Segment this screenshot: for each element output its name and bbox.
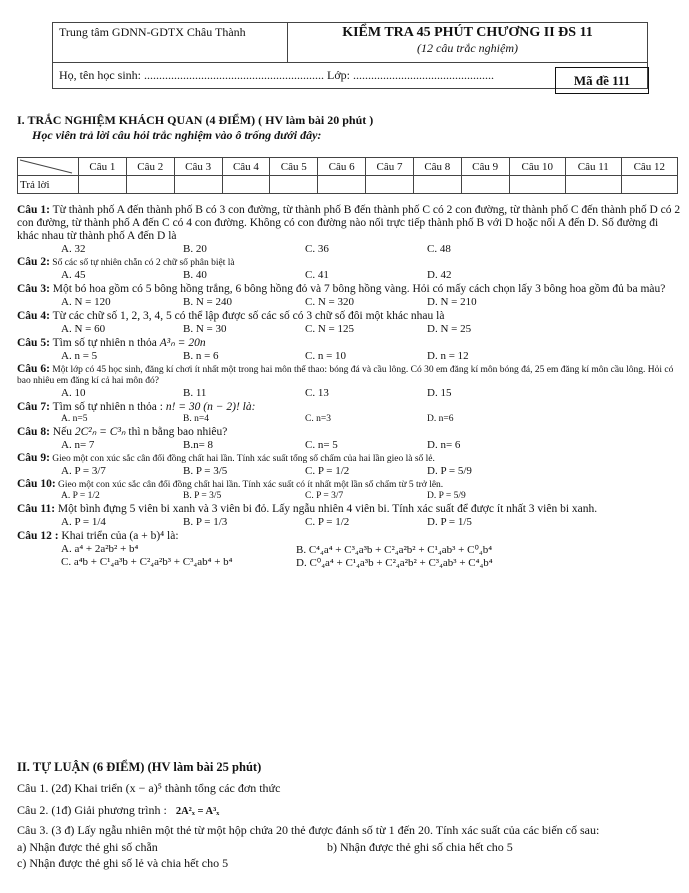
question-label: Câu 8:	[17, 426, 50, 438]
essay-q1: Câu 1. (2đ) Khai triển (x − a)⁵ thành tổng các đơn thức	[17, 781, 281, 795]
answer-cell[interactable]	[79, 176, 127, 194]
answer-cell[interactable]	[565, 176, 621, 194]
essay-q2: Câu 2. (1đ) Giải phương trình :	[17, 803, 167, 817]
student-name-field[interactable]: Họ, tên học sinh: ............................................................	[59, 68, 324, 82]
answer-option[interactable]: B. C⁴₄a⁴ + C³₄a³b + C²₄a²b² + C¹₄ab³ + C⁰₄b⁴	[296, 544, 493, 556]
answer-grid	[17, 157, 678, 194]
question-text: Tìm số tự nhiên n thỏa :	[52, 401, 163, 413]
essay-q3b: b) Nhận được thẻ ghi số chia hết cho 5	[327, 840, 513, 854]
answer-cell[interactable]	[270, 176, 318, 194]
answer-cell[interactable]	[126, 176, 174, 194]
question	[17, 364, 682, 399]
question-formula: A³ₙ = 20n	[159, 337, 206, 349]
answer-option[interactable]: B. P = 3/5	[183, 465, 228, 477]
options-row	[17, 439, 682, 451]
answer-option[interactable]: D. P = 5/9	[427, 491, 466, 501]
answer-option[interactable]: D. P = 1/5	[427, 516, 472, 528]
answer-option[interactable]: C. n = 10	[305, 350, 347, 362]
answer-option[interactable]: A. n=5	[61, 414, 88, 424]
question-label: Câu 5:	[17, 337, 50, 349]
question-text: Khai triển của (a + b)⁴ là:	[61, 530, 179, 542]
answer-cell[interactable]	[222, 176, 270, 194]
answer-option[interactable]: D. N = 210	[427, 296, 477, 308]
question-label: Câu 4:	[17, 310, 50, 322]
question-label: Câu 11:	[17, 503, 56, 515]
grid-col-header: Câu 1	[79, 158, 127, 176]
answer-option[interactable]: A. N = 60	[61, 323, 106, 335]
answer-option[interactable]: A. P = 1/4	[61, 516, 106, 528]
question	[17, 401, 682, 424]
grid-col-header: Câu 2	[126, 158, 174, 176]
answer-option[interactable]: C. 36	[305, 243, 329, 255]
answer-option[interactable]: B.n= 8	[183, 439, 214, 451]
question-label: Câu 12 :	[17, 530, 59, 542]
answer-option[interactable]: D. C⁰₄a⁴ + C¹₄a³b + C²₄a²b² + C³₄ab³ + C⁴₄b⁴	[296, 557, 493, 569]
answer-option[interactable]: B. n = 6	[183, 350, 219, 362]
answer-option[interactable]: C. n=3	[305, 414, 331, 424]
options-row	[17, 323, 682, 335]
answer-cell[interactable]	[509, 176, 565, 194]
answer-option[interactable]: B. n=4	[183, 414, 209, 424]
question-text: Gieo một con xúc sắc cân đối đồng chất hai lần. Tính xác suất tổng số chấm của hai lần gieo là số lẻ.	[52, 454, 435, 464]
options-row	[17, 243, 682, 255]
question	[17, 479, 682, 501]
question-text-tail: thì n bằng bao nhiêu?	[128, 426, 228, 438]
exam-subtitle: (12 câu trắc nghiệm)	[417, 41, 518, 55]
question-text: Số các số tự nhiên chẵn có 2 chữ số phân biệt là	[52, 258, 235, 268]
essay-q3a: a) Nhận được thẻ ghi số chẵn	[17, 840, 158, 854]
answer-option[interactable]: C. 13	[305, 387, 329, 399]
question	[17, 530, 682, 569]
grid-corner	[18, 158, 79, 176]
answer-option[interactable]: B. N = 30	[183, 323, 227, 335]
part1-title: I. TRẮC NGHIỆM KHÁCH QUAN (4 ĐIỂM) ( HV làm bài 20 phút )	[17, 113, 374, 127]
grid-col-header: Câu 8	[413, 158, 461, 176]
answer-option[interactable]: A. 10	[61, 387, 86, 399]
grid-col-header: Câu 7	[366, 158, 414, 176]
options-row	[17, 414, 682, 424]
answer-option[interactable]: A. P = 3/7	[61, 465, 106, 477]
answer-option[interactable]: C. 41	[305, 269, 329, 281]
options-row	[17, 543, 682, 556]
center-name: Trung tâm GDNN-GDTX Châu Thành	[53, 23, 288, 63]
answer-option[interactable]: A. P = 1/2	[61, 491, 100, 501]
answer-cell[interactable]	[461, 176, 509, 194]
question-label: Câu 2:	[17, 256, 50, 268]
question	[17, 204, 682, 255]
class-field[interactable]: Lớp: ...............................................	[327, 68, 495, 82]
options-row	[17, 387, 682, 399]
answer-option[interactable]: A. 45	[61, 269, 86, 281]
exam-title: KIỂM TRA 45 PHÚT CHƯƠNG II ĐS 11	[342, 25, 593, 40]
essay-q3: Câu 3. (3 đ) Lấy ngẫu nhiên một thẻ từ một hộp chứa 20 thẻ được đánh số từ 1 đến 20. Tính xác suất của các biến cố sau:	[17, 823, 600, 837]
answer-option[interactable]: B. 11	[183, 387, 207, 399]
answer-option[interactable]: B. 40	[183, 269, 207, 281]
answer-option[interactable]: D. N = 25	[427, 323, 472, 335]
options-row	[17, 516, 682, 528]
answer-option[interactable]: D. n= 6	[427, 439, 461, 451]
answer-option[interactable]: A. 32	[61, 243, 86, 255]
question-text: Một lớp có 45 học sinh, đăng kí chơi ít nhất một trong hai môn thể thao: bóng đá và cầu lông. Có 30 em đăng kí môn bóng đá, 25 em đăng kí môn cầu lông. Hỏi có bao nhiêu em đăng kí cả hai môn đó?	[17, 365, 674, 386]
answer-option[interactable]: D. n = 12	[427, 350, 469, 362]
part2-title: II. TỰ LUẬN (6 ĐIỂM) (HV làm bài 25 phút)	[17, 760, 262, 774]
answer-option[interactable]: C. P = 1/2	[305, 465, 350, 477]
question-list	[17, 204, 682, 571]
question	[17, 453, 682, 477]
question-label: Câu 3:	[17, 283, 50, 295]
question-label: Câu 10:	[17, 478, 56, 490]
answer-cell[interactable]	[174, 176, 222, 194]
question-label: Câu 9:	[17, 452, 50, 464]
answer-option[interactable]: C. 48	[427, 243, 451, 255]
answer-option[interactable]: B. P = 3/5	[183, 491, 222, 501]
answer-option[interactable]: D. 15	[427, 387, 452, 399]
answer-option[interactable]: C. N = 125	[305, 323, 354, 335]
question-text: Một bó hoa gồm có 5 bông hồng trắng, 6 bông hồng đỏ và 7 bông hồng vàng. Hỏi có mấy cách chọn lấy 3 bông hoa gồm đủ ba màu?	[52, 283, 666, 295]
exam-code: Mã đề 111	[555, 67, 649, 94]
answer-option[interactable]: A. n= 7	[61, 439, 95, 451]
grid-col-header: Câu 12	[621, 158, 677, 176]
answer-option[interactable]: B. P = 1/3	[183, 516, 228, 528]
grid-col-header: Câu 3	[174, 158, 222, 176]
answer-cell[interactable]	[366, 176, 414, 194]
question-text: Nếu	[52, 426, 72, 438]
question	[17, 257, 682, 281]
question-label: Câu 6:	[17, 363, 50, 375]
answer-cell[interactable]	[413, 176, 461, 194]
options-row	[17, 296, 682, 308]
grid-col-header: Câu 10	[509, 158, 565, 176]
question-label: Câu 1:	[17, 204, 50, 216]
answer-option[interactable]: A. a⁴ + 2a²b² + b⁴	[61, 543, 139, 555]
part1-instruction: Học viên trả lời câu hỏi trắc nghiệm vào ô trống dưới đây:	[32, 128, 322, 142]
options-row	[17, 269, 682, 281]
question	[17, 337, 682, 362]
question	[17, 283, 682, 308]
answer-option[interactable]: A. N = 120	[61, 296, 111, 308]
grid-col-header: Câu 9	[461, 158, 509, 176]
answer-option[interactable]: C. n= 5	[305, 439, 338, 451]
options-row	[17, 465, 682, 477]
grid-col-header: Câu 5	[270, 158, 318, 176]
question-text: Từ thành phố A đến thành phố B có 3 con đường, từ thành phố B đến thành phố C có 2 con đường, từ thành phố C đến thành phố D có 2 con đường, từ thành phố A đến C có 4 con đường. Không có con đường nào nối trực tiếp thành phố B với D hoặc nối A đến D. Số đường đi khác nhau từ thành phố A đến D là	[17, 204, 681, 242]
answer-option[interactable]: C. P = 3/7	[305, 491, 344, 501]
answer-cell[interactable]	[621, 176, 677, 194]
essay-q3c: c) Nhận được thẻ ghi số lẻ và chia hết cho 5	[17, 856, 229, 870]
grid-col-header: Câu 6	[318, 158, 366, 176]
diagonal-line-icon	[18, 158, 74, 175]
grid-col-header: Câu 11	[565, 158, 621, 176]
answer-option[interactable]: D. 42	[427, 269, 452, 281]
question-text: Một bình đựng 5 viên bi xanh và 3 viên bi đỏ. Lấy ngẫu nhiên 4 viên bi. Tính xác suất để được ít nhất 3 viên bi xanh.	[57, 503, 598, 515]
answer-option[interactable]: A. n = 5	[61, 350, 98, 362]
question	[17, 426, 682, 451]
answer-row-label: Trả lời	[18, 176, 79, 194]
answer-option[interactable]: C. a⁴b + C¹₄a³b + C²₄a²b³ + C³₄ab⁴ + b⁴	[61, 556, 233, 568]
question-text: Tìm số tự nhiên n thỏa	[52, 337, 157, 349]
question-formula: 2C²ₙ = C³ₙ	[74, 426, 126, 438]
answer-option[interactable]: C. N = 320	[305, 296, 354, 308]
question	[17, 310, 682, 335]
answer-option[interactable]: D. n=6	[427, 414, 454, 424]
answer-option[interactable]: C. P = 1/2	[305, 516, 350, 528]
answer-option[interactable]: B. 20	[183, 243, 207, 255]
answer-option[interactable]: B. N = 240	[183, 296, 232, 308]
question-label: Câu 7:	[17, 401, 50, 413]
answer-option[interactable]: D. P = 5/9	[427, 465, 472, 477]
part2	[17, 760, 682, 871]
answer-cell[interactable]	[318, 176, 366, 194]
options-row	[17, 350, 682, 362]
essay-q2-formula: 2A²ₓ = A³ₓ	[175, 806, 220, 817]
question-text: Gieo một con xúc sắc cân đối đồng chất hai lần. Tính xác suất có ít nhất một lần số chấm từ 5 trở lên.	[58, 480, 444, 490]
options-row	[17, 491, 682, 501]
options-row	[17, 556, 682, 569]
question-text: Từ các chữ số 1, 2, 3, 4, 5 có thể lập được số các số có 3 chữ số đôi một khác nhau là	[52, 310, 445, 322]
grid-col-header: Câu 4	[222, 158, 270, 176]
question-formula: n! = 30 (n − 2)! là:	[165, 401, 256, 413]
question	[17, 503, 682, 528]
